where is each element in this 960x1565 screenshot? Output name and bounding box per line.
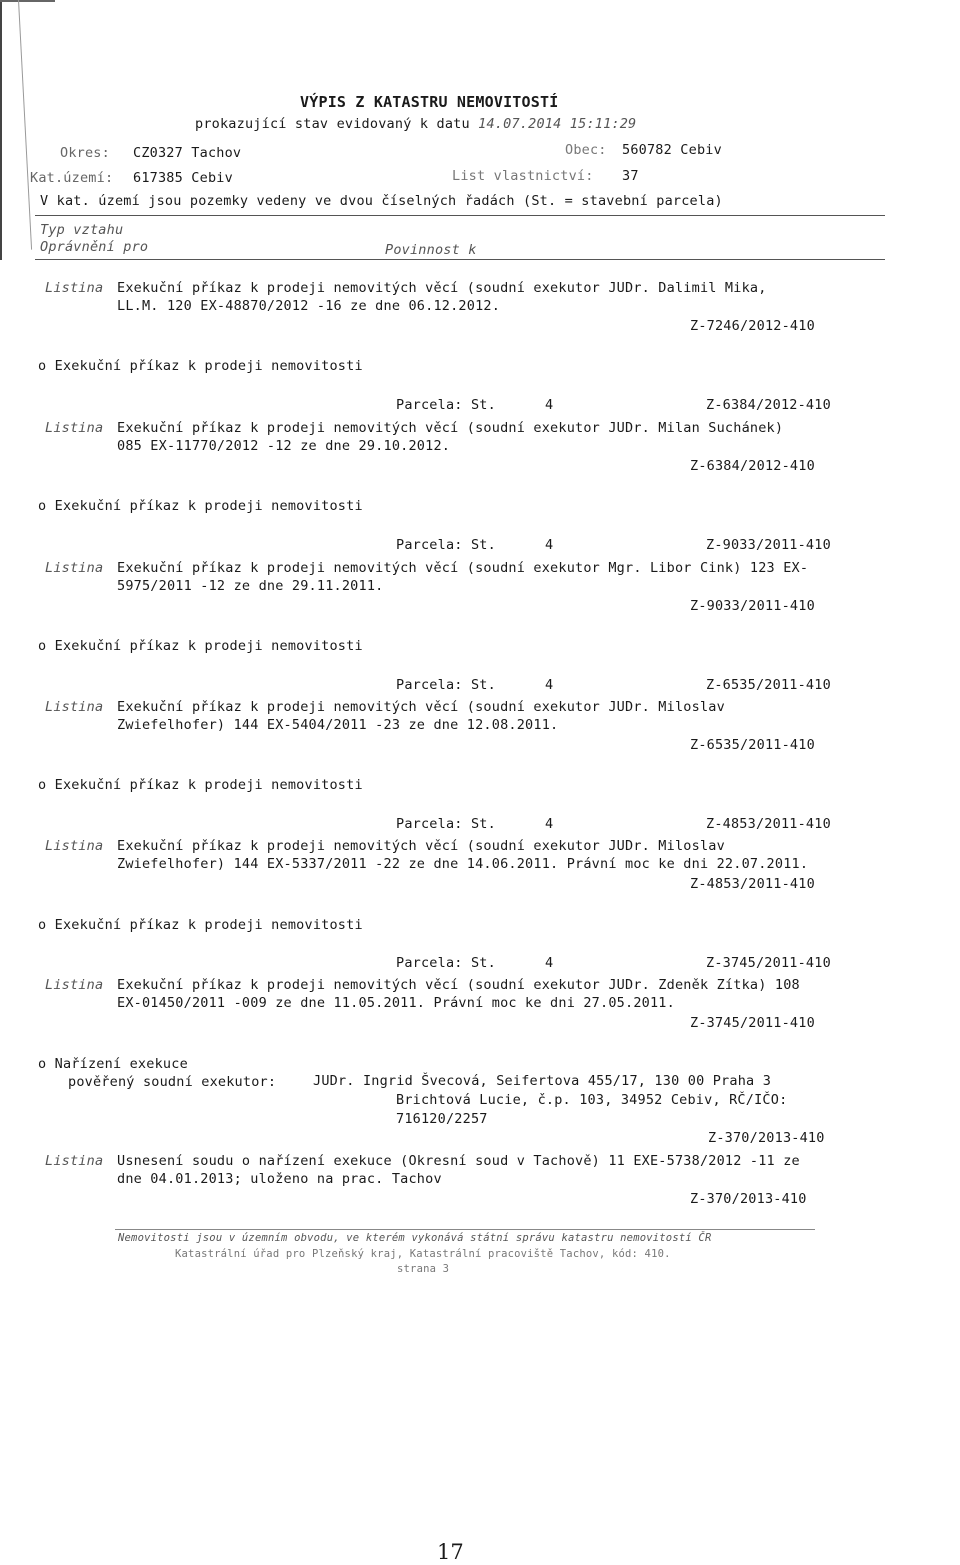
listina-line1: Exekuční příkaz k prodeji nemovitých věcí (soudní exekutor JUDr. Miloslav xyxy=(117,699,725,715)
footer-line3: strana 3 xyxy=(397,1263,450,1275)
subtitle-date: 14.07.2014 15:11:29 xyxy=(478,116,637,132)
scan-edge-top xyxy=(0,0,55,2)
narizeni-line2: Brichtová Lucie, č.p. 103, 34952 Cebiv, RČ/IČO: xyxy=(396,1092,788,1108)
parcela-label: Parcela: St. xyxy=(396,816,496,832)
narizeni-heading: o Nařízení exekuce xyxy=(38,1056,188,1072)
lv-label: List vlastnictví: xyxy=(452,168,594,184)
narizeni-line4: Usnesení soudu o nařízení exekuce (Okresní soud v Tachově) 11 EXE-5738/2012 -11 ze xyxy=(117,1153,800,1169)
parcela-label: Parcela: St. xyxy=(396,677,496,693)
scan-edge-diagonal xyxy=(18,0,32,250)
divider-top xyxy=(35,215,885,216)
povinnost-k-label: Povinnost k xyxy=(385,242,477,258)
listina-label: Listina xyxy=(45,1153,104,1169)
narizeni-line3: 716120/2257 xyxy=(396,1111,488,1127)
listina-label: Listina xyxy=(45,699,104,715)
listina-ref: Z-3745/2011-410 xyxy=(690,1015,815,1031)
narizeni-ref: Z-370/2013-410 xyxy=(690,1191,807,1207)
listina-ref: Z-4853/2011-410 xyxy=(690,876,815,892)
parcela-ref: Z-4853/2011-410 xyxy=(706,816,831,832)
entry-heading: o Exekuční příkaz k prodeji nemovitosti xyxy=(38,498,363,514)
entry-heading: o Exekuční příkaz k prodeji nemovitosti xyxy=(38,917,363,933)
page-number: 17 xyxy=(437,1540,464,1564)
lv-value: 37 xyxy=(622,168,639,184)
listina-label: Listina xyxy=(45,977,104,993)
listina-line1: Exekuční příkaz k prodeji nemovitých věcí (soudní exekutor Mgr. Libor Cink) 123 EX- xyxy=(117,560,809,576)
povereny-value: JUDr. Ingrid Švecová, Seifertova 455/17, 130 00 Praha 3 xyxy=(313,1073,772,1089)
page-title: VÝPIS Z KATASTRU NEMOVITOSTÍ xyxy=(300,93,559,111)
obec-label: Obec: xyxy=(565,142,607,158)
listina-line1: Exekuční příkaz k prodeji nemovitých věcí (soudní exekutor JUDr. Zdeněk Zítka) 108 xyxy=(117,977,800,993)
parcela-label: Parcela: St. xyxy=(396,955,496,971)
note-line: V kat. území jsou pozemky vedeny ve dvou číselných řadách (St. = stavební parcela) xyxy=(40,193,723,209)
footer-divider xyxy=(115,1229,815,1230)
listina-ref: Z-9033/2011-410 xyxy=(690,598,815,614)
listina-line1: Exekuční příkaz k prodeji nemovitých věcí (soudní exekutor JUDr. Milan Suchánek) xyxy=(117,420,784,436)
povereny-label: pověřený soudní exekutor: xyxy=(68,1074,277,1090)
katuzemi-label: Kat.území: xyxy=(30,170,114,186)
typ-vztahu-label: Typ vztahu xyxy=(40,222,124,238)
parcela-number: 4 xyxy=(545,537,554,553)
entry-heading: o Exekuční příkaz k prodeji nemovitosti xyxy=(38,777,363,793)
parcela-label: Parcela: St. xyxy=(396,397,496,413)
intro-line2: LL.M. 120 EX-48870/2012 -16 ze dne 06.12.2012. xyxy=(117,298,501,314)
listina-line2: Zwiefelhofer) 144 EX-5337/2011 -22 ze dne 14.06.2011. Právní moc ke dni 22.07.2011. xyxy=(117,856,809,872)
listina-line2: EX-01450/2011 -009 ze dne 11.05.2011. Právní moc ke dni 27.05.2011. xyxy=(117,995,675,1011)
listina-line2: Zwiefelhofer) 144 EX-5404/2011 -23 ze dne 12.08.2011. xyxy=(117,717,559,733)
parcela-number: 4 xyxy=(545,955,554,971)
listina-line2: 085 EX-11770/2012 -12 ze dne 29.10.2012. xyxy=(117,438,451,454)
parcela-ref: Z-6384/2012-410 xyxy=(706,397,831,413)
listina-label: Listina xyxy=(45,560,104,576)
listina-label: Listina xyxy=(45,280,104,296)
listina-line1: Exekuční příkaz k prodeji nemovitých věcí (soudní exekutor JUDr. Miloslav xyxy=(117,838,725,854)
listina-label: Listina xyxy=(45,838,104,854)
narizeni-line5: dne 04.01.2013; uloženo na prac. Tachov xyxy=(117,1171,442,1187)
listina-line2: 5975/2011 -12 ze dne 29.11.2011. xyxy=(117,578,384,594)
narizeni-parcela-ref: Z-370/2013-410 xyxy=(708,1130,825,1146)
obec-value: 560782 Cebiv xyxy=(622,142,722,158)
divider-header xyxy=(35,259,885,260)
okres-value: CZ0327 Tachov xyxy=(133,145,242,161)
parcela-number: 4 xyxy=(545,816,554,832)
footer-line2: Katastrální úřad pro Plzeňský kraj, Katastrální pracoviště Tachov, kód: 410. xyxy=(175,1248,671,1260)
entry-heading: o Exekuční příkaz k prodeji nemovitosti xyxy=(38,638,363,654)
parcela-label: Parcela: St. xyxy=(396,537,496,553)
subtitle xyxy=(195,116,636,132)
scan-edge-line xyxy=(0,0,2,260)
parcela-ref: Z-6535/2011-410 xyxy=(706,677,831,693)
entry-heading: o Exekuční příkaz k prodeji nemovitosti xyxy=(38,358,363,374)
parcela-ref: Z-3745/2011-410 xyxy=(706,955,831,971)
intro-ref: Z-7246/2012-410 xyxy=(690,318,815,334)
intro-line1: Exekuční příkaz k prodeji nemovitých věcí (soudní exekutor JUDr. Dalimil Mika, xyxy=(117,280,767,296)
okres-label: Okres: xyxy=(60,145,110,161)
opravneni-pro-label: Oprávnění pro xyxy=(40,239,149,255)
parcela-ref: Z-9033/2011-410 xyxy=(706,537,831,553)
parcela-number: 4 xyxy=(545,397,554,413)
listina-label: Listina xyxy=(45,420,104,436)
subtitle-prefix: prokazující stav evidovaný k datu xyxy=(195,116,470,132)
footer-line1: Nemovitosti jsou v územním obvodu, ve kterém vykonává státní správu katastru nemovitostí ČR xyxy=(118,1232,712,1244)
listina-ref: Z-6384/2012-410 xyxy=(690,458,815,474)
katuzemi-value: 617385 Cebiv xyxy=(133,170,233,186)
listina-ref: Z-6535/2011-410 xyxy=(690,737,815,753)
parcela-number: 4 xyxy=(545,677,554,693)
